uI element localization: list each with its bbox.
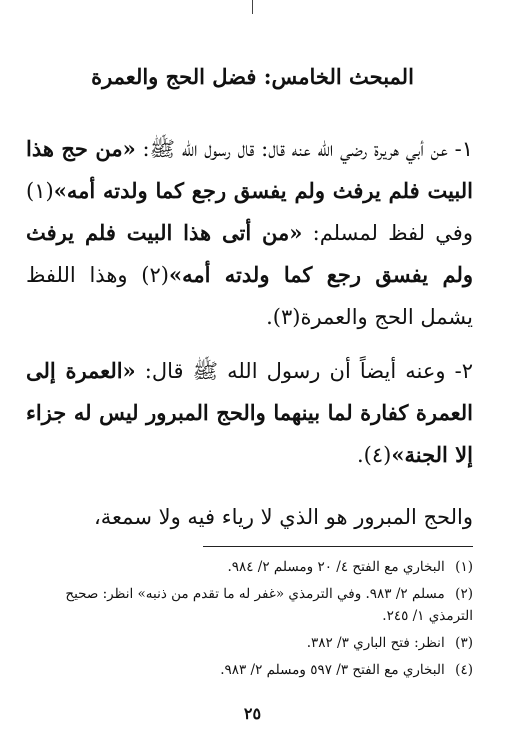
hadith-1-muslim-quote: «من أتى هذا البيت فلم يرفث ولم يفسق رجع كما ولدته أمه» <box>26 220 474 287</box>
footnote-number: (٣) <box>455 635 473 651</box>
footnote-3 <box>26 632 473 654</box>
footnote-text: البخاري مع الفتح ٤/ ٢٠ ومسلم ٢/ ٩٨٤. <box>227 559 445 575</box>
hadith-2-intro: ٢- وعنه أيضاً أن رسول الله ﷺ قال: <box>135 359 473 383</box>
hadith-2-quote: «العمرة إلى العمرة كفارة لما بينهما والحج المبرور ليس له جزاء إلا الجنة» <box>26 358 473 467</box>
paragraph-hadith-1 <box>26 128 473 338</box>
footnote-number: (٢) <box>455 586 473 602</box>
hadith-1-muslim-intro: (١) وفي لفظ لمسلم: <box>26 179 473 245</box>
footnotes <box>26 556 473 686</box>
hadith-2-ref: (٤). <box>357 443 392 467</box>
paragraph-hadith-2 <box>26 350 473 476</box>
footnote-separator <box>203 546 473 547</box>
footnote-1 <box>26 556 473 578</box>
page-number: ٢٥ <box>243 704 262 723</box>
footnote-number: (١) <box>455 559 473 575</box>
paragraph-mabrur: والحج المبرور هو الذي لا رياء فيه ولا سمعة، <box>94 505 473 529</box>
footnote-2 <box>26 583 473 627</box>
section-heading: المبحث الخامس: فضل الحج والعمرة <box>91 64 414 89</box>
footnote-4 <box>26 659 473 681</box>
footnote-text: انظر: فتح الباري ٣/ ٣٨٢. <box>306 635 445 651</box>
hadith-1-quote: «من حج هذا البيت فلم يرفث ولم يفسق رجع كما ولدته أمه» <box>26 136 473 203</box>
footnote-text: البخاري مع الفتح ٣/ ٥٩٧ ومسلم ٢/ ٩٨٣. <box>220 662 445 678</box>
hadith-1-intro: ١- عن أبي هريرة رضي الله عنه قال: قال رسول الله ﷺ: <box>135 137 473 161</box>
footnote-text: مسلم ٢/ ٩٨٣. وفي الترمذي «غفر له ما تقدم من ذنبه» انظر: صحيح الترمذي ١/ ٢٤٥. <box>65 586 473 624</box>
top-margin-mark <box>252 0 253 14</box>
footnote-number: (٤) <box>455 662 473 678</box>
hadith-1-conclusion: (٢) وهذا اللفظ يشمل الحج والعمرة(٣). <box>26 263 473 329</box>
